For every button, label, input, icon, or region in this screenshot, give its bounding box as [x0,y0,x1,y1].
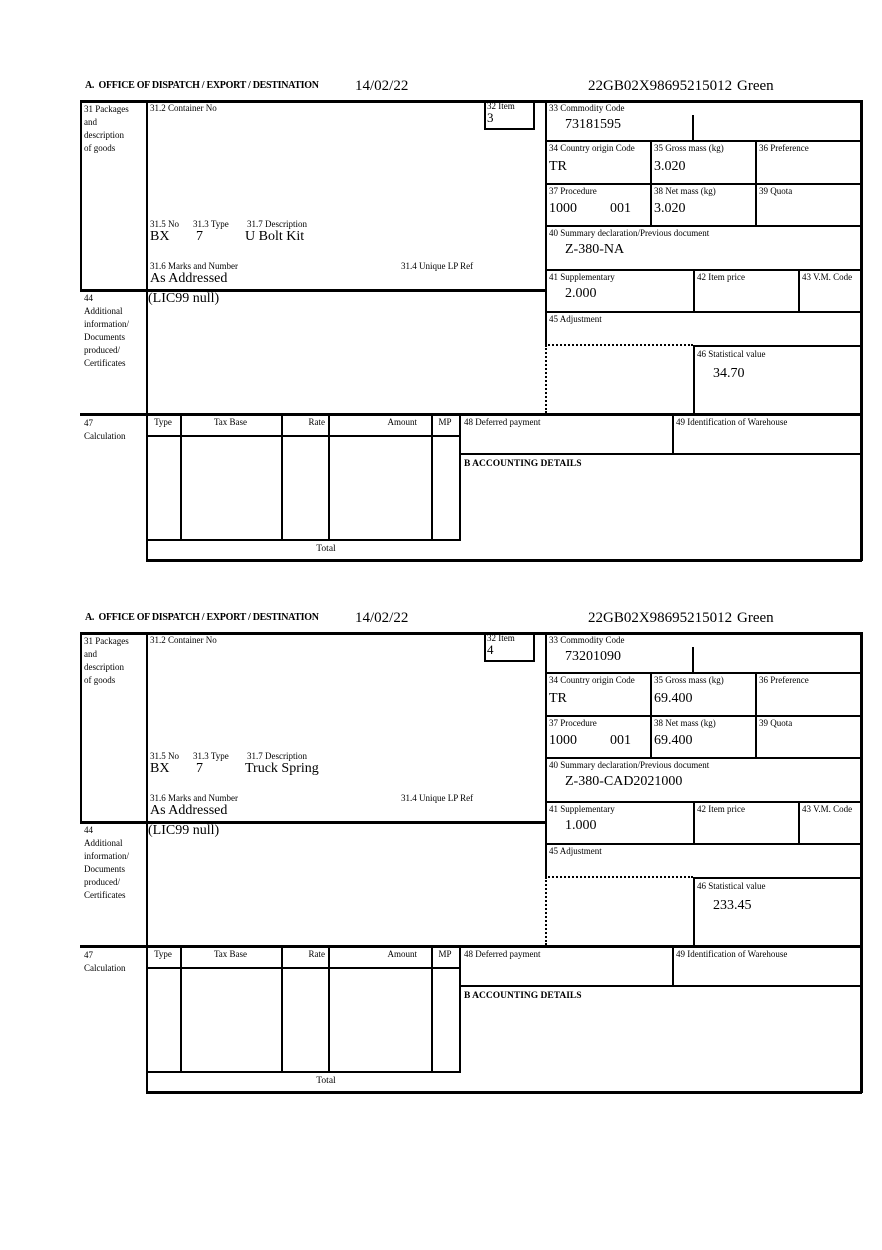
packages-no-value: BX [150,229,170,244]
gross-mass-label: 35 Gross mass (kg) [654,143,724,153]
statistical-area-dotted-left [545,877,547,945]
accounting-details-label: B ACCOUNTING DETAILS [464,991,582,1001]
summary-declaration-value: Z-380-NA [565,242,625,257]
commodity-code-subdivider [692,115,694,140]
procedure-label: 37 Procedure [549,718,597,728]
warehouse-id-label: 49 Identification of Warehouse [676,417,788,427]
gross-mass-value: 3.020 [654,159,686,174]
calc-header-bottom-border [146,435,460,437]
country-origin-label: 34 Country origin Code [549,675,635,685]
quota-label: 39 Quota [759,718,793,728]
total-label: Total [316,1076,336,1086]
item-price-label: 42 Item price [697,272,745,282]
box32-right-border [533,100,535,128]
net-mass-value: 3.020 [654,201,686,216]
right-column-divider [545,100,547,345]
box32-right-border [533,632,535,660]
box47-label: 47 Calculation [84,950,126,973]
gross-mass-label: 35 Gross mass (kg) [654,675,724,685]
statistical-area-dotted-left [545,345,547,413]
form-border-bottom [146,1091,862,1094]
box41-row-bottom-border [545,311,862,313]
box34-row-bottom-border [545,715,862,717]
item-number-value: 3 [487,110,494,125]
box31-label: 31 Packages and description of goods [84,636,129,685]
box32-bottom-border [484,660,535,662]
statistical-value-value: 233.45 [713,898,752,913]
box44-label: 44 Additional information/ Documents produced/ Certificates [84,293,129,368]
routing-status: Green [737,78,774,94]
additional-information-value: (LIC99 null) [148,291,220,306]
commodity-code-label: 33 Commodity Code [549,635,625,645]
supplementary-value: 2.000 [565,286,597,301]
calc-header-type: Type [154,949,172,959]
box47-label: 47 Calculation [84,418,126,441]
box41-42-divider [693,801,695,843]
box44-label: 44 Additional information/ Documents produced/ Certificates [84,825,129,900]
statistical-area-dotted-top [545,876,693,878]
declaration-reference: 22GB02X98695215012 [588,610,733,626]
declaration-item-section [0,78,882,610]
statistical-value-value: 34.70 [713,366,745,381]
box37-row-bottom-border [545,225,862,227]
form-border-bottom [146,559,862,562]
vm-code-label: 43 V.M. Code [802,272,853,282]
box33-bottom-border [545,672,862,674]
calc-col-amount-divider [431,413,433,539]
warehouse-id-label: 49 Identification of Warehouse [676,949,788,959]
vm-code-label: 43 V.M. Code [802,804,853,814]
calc-header-tax-base: Tax Base [213,417,248,427]
routing-status: Green [737,610,774,626]
calc-header-mp: MP [438,949,452,959]
goods-description-value: Truck Spring [245,761,319,776]
procedure-label: 37 Procedure [549,186,597,196]
box41-42-divider [693,269,695,311]
office-of-dispatch-label: A. OFFICE OF DISPATCH / EXPORT / DESTINATION [85,80,319,91]
calc-col-amount-divider [431,945,433,1071]
net-mass-value: 69.400 [654,733,693,748]
supplementary-value: 1.000 [565,818,597,833]
box32-bottom-border [484,128,535,130]
commodity-code-label: 33 Commodity Code [549,103,625,113]
gross-mass-value: 69.400 [654,691,693,706]
supplementary-label: 41 Supplementary [549,804,615,814]
item-price-label: 42 Item price [697,804,745,814]
box40-bottom-border [545,269,862,271]
office-of-dispatch-label: A. OFFICE OF DISPATCH / EXPORT / DESTINATION [85,612,319,623]
packages-type-label: 31.3 Type [193,219,229,229]
item-label: 32 Item [487,101,515,111]
summary-declaration-label: 40 Summary declaration/Previous document [549,228,710,238]
summary-declaration-label: 40 Summary declaration/Previous document [549,760,710,770]
procedure-value: 1000 [549,733,577,748]
net-mass-label: 38 Net mass (kg) [654,718,716,728]
marks-and-number-value: As Addressed [150,803,228,818]
preference-label: 36 Preference [759,675,809,685]
description-label: 31.7 Description [247,751,307,761]
calc-header-rate: Rate [308,949,325,959]
summary-declaration-value: Z-380-CAD2021000 [565,774,683,789]
commodity-code-subdivider [692,647,694,672]
calc-header-amount: Amount [387,949,417,959]
net-mass-label: 38 Net mass (kg) [654,186,716,196]
box31-label: 31 Packages and description of goods [84,104,129,153]
form-border-left [80,632,82,823]
calc-header-type: Type [154,417,172,427]
marks-and-number-value: As Addressed [150,271,228,286]
right-column-divider [545,632,547,877]
packages-type-value: 7 [196,761,203,776]
country-origin-label: 34 Country origin Code [549,143,635,153]
calc-header-tax-base: Tax Base [213,949,248,959]
packages-no-value: BX [150,761,170,776]
packages-no-label: 31.5 No [150,219,179,229]
calc-header-mp: MP [438,417,452,427]
calc-col-type-divider [180,945,182,1071]
unique-lp-ref-label: 31.4 Unique LP Ref [401,793,474,803]
left-column-divider [146,632,148,1093]
total-row-top-border [146,1071,461,1073]
declaration-date: 14/02/22 [355,78,409,94]
calc-col-type-divider [180,413,182,539]
declaration-reference: 22GB02X98695215012 [588,78,733,94]
total-row-top-border [146,539,461,541]
calc-header-bottom-border [146,967,460,969]
commodity-code-value: 73181595 [565,117,621,132]
box34-row-bottom-border [545,183,862,185]
box37-row-bottom-border [545,757,862,759]
country-origin-value: TR [549,691,567,706]
procedure-value: 1000 [549,201,577,216]
box47-top-border [80,413,862,416]
accounting-top-border [460,985,862,987]
box41-row-bottom-border [545,843,862,845]
supplementary-label: 41 Supplementary [549,272,615,282]
box46-left-border [693,345,695,413]
description-label: 31.7 Description [247,219,307,229]
form-border-right [860,100,863,561]
box47-top-border [80,945,862,948]
box34-35-divider [650,140,652,225]
box48-49-divider [672,945,674,985]
marks-and-number-label: 31.6 Marks and Number [150,793,238,803]
left-column-divider [146,100,148,561]
quota-label: 39 Quota [759,186,793,196]
calc-header-rate: Rate [308,417,325,427]
calc-col-taxbase-divider [281,413,283,539]
procedure-extra-value: 001 [610,201,631,216]
additional-information-value: (LIC99 null) [148,823,220,838]
item-number-value: 4 [487,642,494,657]
box32-left-border [484,100,486,128]
commodity-code-value: 73201090 [565,649,621,664]
calc-header-amount: Amount [387,417,417,427]
goods-description-value: U Bolt Kit [245,229,305,244]
calc-table-right-border [459,413,461,539]
form-border-right [860,632,863,1093]
box35-36-divider [755,672,757,757]
adjustment-label: 45 Adjustment [549,314,602,324]
accounting-details-label: B ACCOUNTING DETAILS [464,459,582,469]
declaration-date: 14/02/22 [355,610,409,626]
country-origin-value: TR [549,159,567,174]
declaration-item-section [0,610,882,1142]
box46-top-border [693,345,862,347]
deferred-payment-label: 48 Deferred payment [464,417,541,427]
calc-col-taxbase-divider [281,945,283,1071]
packages-type-label: 31.3 Type [193,751,229,761]
statistical-value-label: 46 Statistical value [697,881,766,891]
box42-43-divider [798,269,800,311]
adjustment-label: 45 Adjustment [549,846,602,856]
accounting-top-border [460,453,862,455]
box46-top-border [693,877,862,879]
container-no-label: 31.2 Container No [150,103,217,113]
box42-43-divider [798,801,800,843]
box46-left-border [693,877,695,945]
box40-bottom-border [545,801,862,803]
form-border-left [80,100,82,291]
box32-left-border [484,632,486,660]
preference-label: 36 Preference [759,143,809,153]
deferred-payment-label: 48 Deferred payment [464,949,541,959]
item-label: 32 Item [487,633,515,643]
box35-36-divider [755,140,757,225]
calc-col-rate-divider [328,945,330,1071]
unique-lp-ref-label: 31.4 Unique LP Ref [401,261,474,271]
statistical-value-label: 46 Statistical value [697,349,766,359]
statistical-area-dotted-top [545,344,693,346]
container-no-label: 31.2 Container No [150,635,217,645]
box48-49-divider [672,413,674,453]
procedure-extra-value: 001 [610,733,631,748]
packages-type-value: 7 [196,229,203,244]
box33-bottom-border [545,140,862,142]
calc-col-rate-divider [328,413,330,539]
total-label: Total [316,544,336,554]
marks-and-number-label: 31.6 Marks and Number [150,261,238,271]
calc-table-right-border [459,945,461,1071]
box34-35-divider [650,672,652,757]
packages-no-label: 31.5 No [150,751,179,761]
